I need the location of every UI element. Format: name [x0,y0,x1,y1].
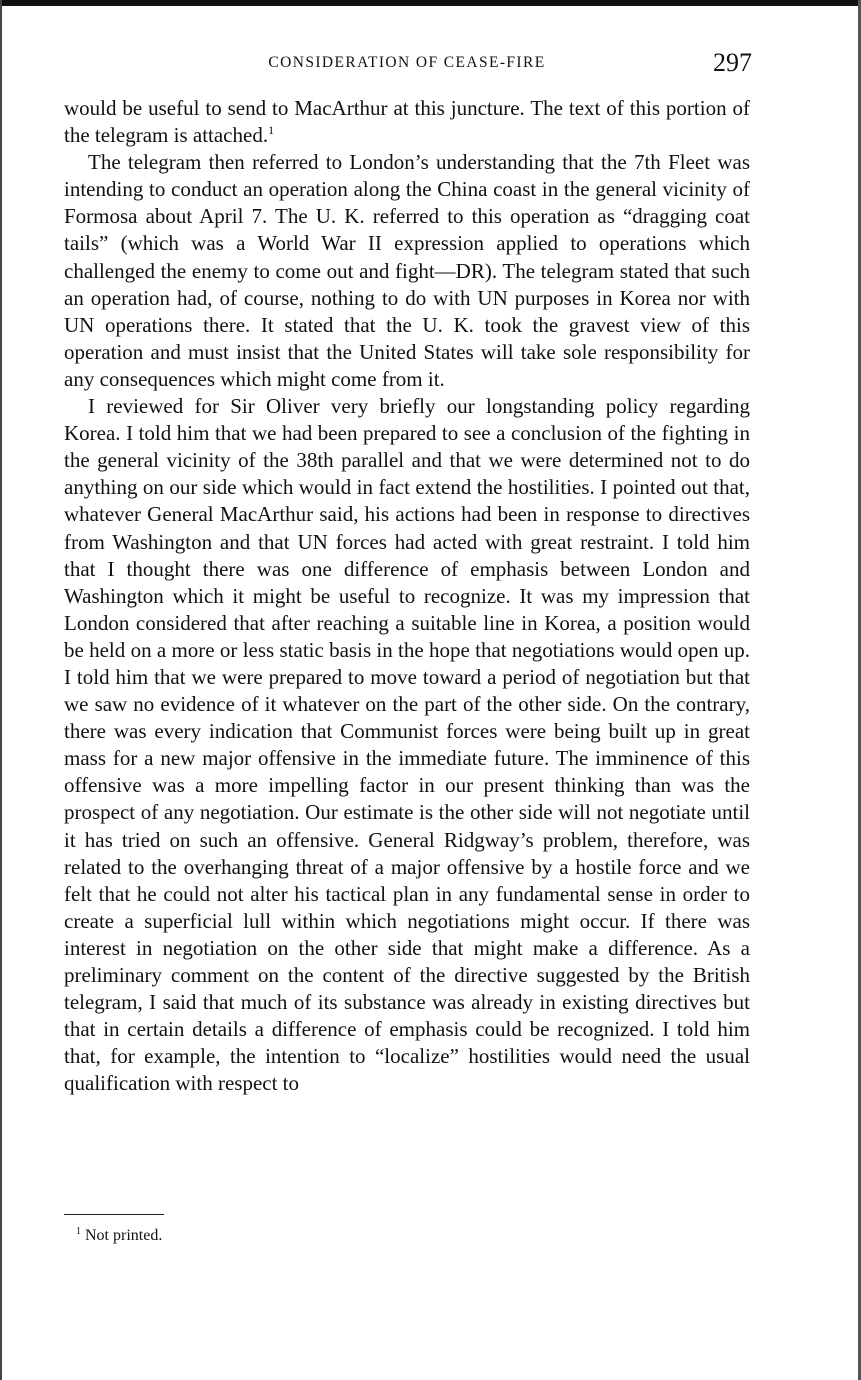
paragraph-continuation [64,95,750,149]
footnote [76,1226,162,1246]
page-header [62,50,752,80]
footnote-rule [64,1214,164,1215]
page-number: 297 [713,48,752,77]
footnote-text: Not printed. [85,1227,163,1244]
paragraph-telegram: The telegram then referred to London’s understanding that the 7th Fleet was intending to conduct an operation along the China coast in the general vicinity of Formosa about April 7. The U. K. referred to this operation as “dragging coat tails” (which was a World War II expression applied to operations which challenged the enemy to come out and fight—DR). The telegram stated that such an operation had, of course, nothing to do with UN purposes in Korea nor with UN operations there. It stated that the U. K. took the gravest view of this operation and must insist that the United States will take sole responsibility for any consequences which might come from it. [64,150,750,391]
running-head: CONSIDERATION OF CEASE-FIRE [268,54,546,71]
body-text [64,95,750,1097]
page-left-edge [0,0,2,1380]
page-top-border [0,0,861,6]
footnote-marker: 1 [76,1226,81,1237]
footnote-reference: 1 [268,123,275,138]
paragraph-text: would be useful to send to MacArthur at this juncture. The text of this portion of the telegram is attached. [64,96,750,148]
paragraph-review: I reviewed for Sir Oliver very briefly our longstanding policy regarding Korea. I told him that we had been prepared to see a conclusion of the fighting in the general vicinity of the 38th parallel and that we were determined not to do anything on our side which would in fact extend the hostilities. I pointed out that, whatever General MacArthur said, his actions had been in response to directives from Washington and that UN forces had acted with great restraint. I told him that I thought there was one difference of emphasis between London and Washington which it might be useful to recognize. It was my impression that London considered that after reaching a suitable line in Korea, a position would be held on a more or less static basis in the hope that negotiations would open up. I told him that we were prepared to move toward a period of negotiation but that we saw no evidence of it whatever on the part of the other side. On the contrary, there was every indication that Communist forces were being built up in great mass for a new major offensive in the immediate future. The imminence of this offensive was a more impelling factor in our present thinking than was the prospect of any negotiation. Our estimate is the other side will not negotiate until it has tried on such an offensive. General Ridgway’s problem, therefore, was related to the overhanging threat of a major offensive by a hostile force and we felt that he could not alter his tactical plan in any fundamental sense in order to create a superficial lull within which negotiations might occur. If there was interest in negotiation on the other side that might make a difference. As a preliminary comment on the content of the directive suggested by the British telegram, I said that much of its substance was already in existing directives but that in certain details a difference of emphasis could be recognized. I told him that, for example, the intention to “localize” hostilities would need the usual qualification with respect to [64,394,750,1096]
